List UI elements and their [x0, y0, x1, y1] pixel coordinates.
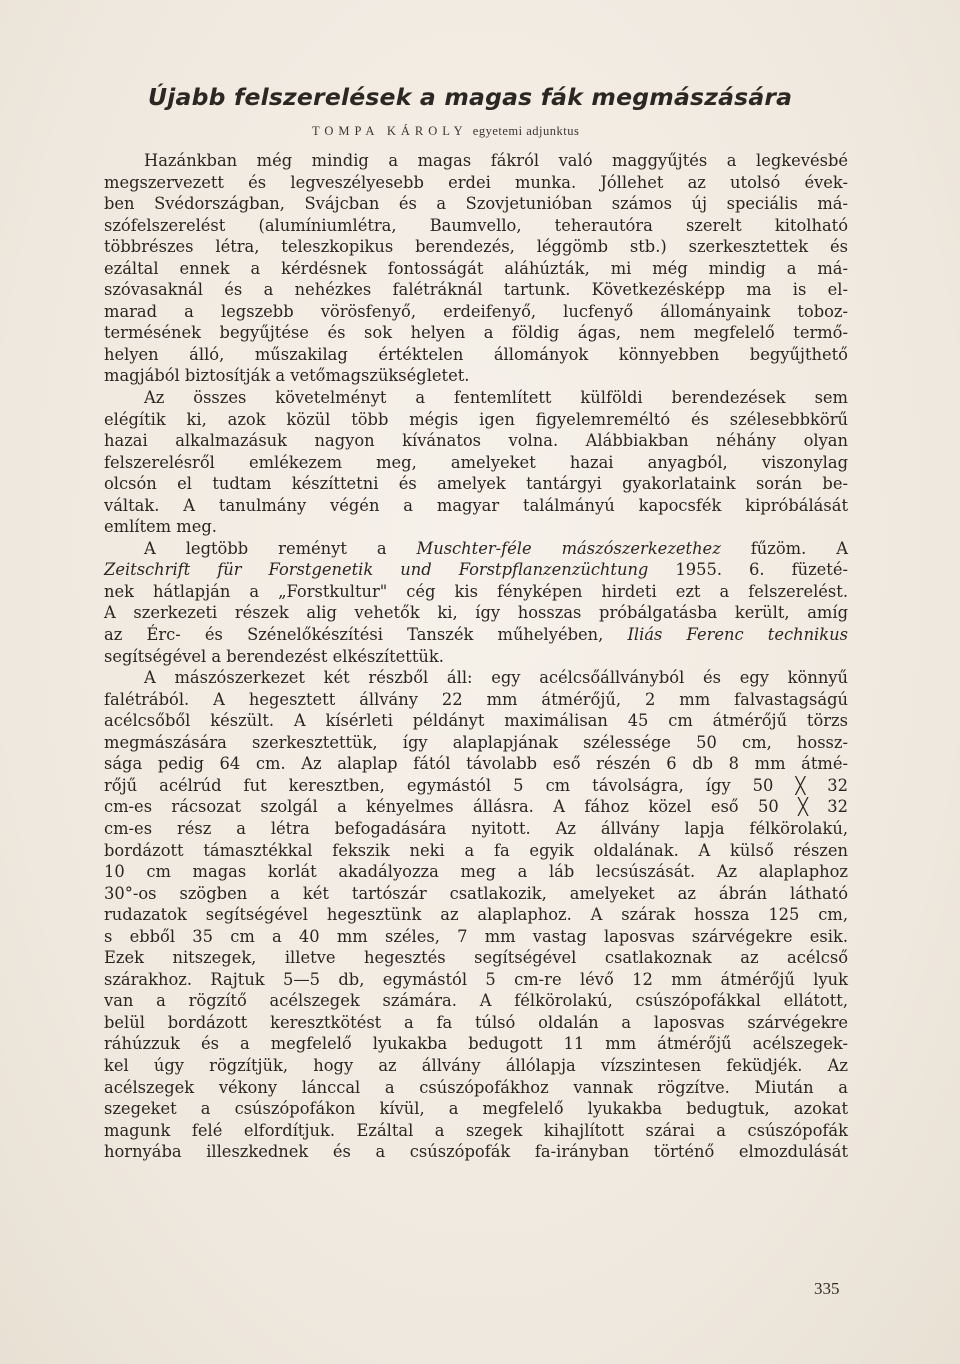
italic-text: Iliás Ferenc technikus [627, 625, 848, 645]
text-line: Hazánkban még mindig a magas fákról való maggyűjtés a legkevésbé [144, 151, 848, 170]
text-line: 30°-os szögben a két tartószár csatlakozik, amelyeket az ábrán látható [104, 883, 848, 903]
text-line: hornyába illeszkednek és a csúszópofák fa-irányban történő elmozdulását [104, 1142, 848, 1162]
text-line: váltak. A tanulmány végén a magyar találmányú kapocsfék kipróbálását [104, 495, 848, 515]
text-line: Az összes követelményt a fentemlített külföldi berendezések sem [144, 388, 848, 408]
text-line: többrészes létra, teleszkopikus berendezés, léggömb stb.) szerkesztettek és [104, 237, 848, 257]
text-line: A legtöbb reményt a Muschter-féle mászószerkezethez fűzöm. A [144, 538, 848, 558]
text-line: cm-es rácsozat szolgál a kényelmes állásra. A fához közel eső 50 ╳ 32 [104, 797, 848, 817]
text-line: acélszegek vékony lánccal a csúszópofákhoz vannak rögzítve. Miután a [104, 1077, 848, 1097]
text-line: rőjű acélrúd fut keresztben, egymástól 5 cm távolságra, így 50 ╳ 32 [104, 775, 848, 795]
text-line: termésének begyűjtése és sok helyen a földig ágas, nem megfelelő termő- [104, 323, 848, 343]
text-line: cm-es rész a létra befogadására nyitott. Az állvány lapja félkörolakú, [104, 818, 848, 838]
text-line: ben Svédországban, Svájcban és a Szovjetunióban számos új speciális má- [104, 194, 848, 214]
text-line: megmászására szerkesztettük, így alaplapjának szélessége 50 cm, hossz- [104, 732, 848, 752]
text-line: A szerkezeti részek alig vehetők ki, így hosszas próbálgatásba került, amíg [104, 603, 848, 623]
text-line: szárakhoz. Rajtuk 5—5 db, egymástól 5 cm-re lévő 12 mm átmérőjű lyuk [104, 969, 848, 989]
text-line: belül bordázott keresztkötést a fa túlsó oldalán a laposvas szárvégekre [104, 1012, 848, 1032]
text-line: acélcsőből készült. A kísérleti példányt maximálisan 45 cm átmérőjű törzs [104, 711, 848, 731]
author-line [312, 124, 579, 139]
text-line: az Érc- és Szénelőkészítési Tanszék műhelyében, Iliás Ferenc technikus [104, 625, 848, 645]
text-line: marad a legszebb vörösfenyő, erdeifenyő, lucfenyő állományaink toboz- [104, 301, 848, 321]
text-line: Ezek nitszegek, illetve hegesztés segítségével csatlakoznak az acélcső [104, 948, 848, 968]
text-line: szófelszerelést (alumíniumlétra, Baumvello, teherautóra szerelt kitolható [104, 215, 848, 235]
text-line: hazai alkalmazásuk nagyon kívánatos volna. Alábbiakban néhány olyan [104, 431, 848, 451]
article-title: Újabb felszerelések a magas fák megmászására [148, 83, 793, 111]
text-line: szegeket a csúszópofákon kívül, a megfelelő lyukakba bedugtuk, azokat [104, 1099, 848, 1119]
text-line: említem meg. [104, 517, 217, 537]
italic-text: Zeitschrift für Forstgenetik und Forstpflanzenzüchtung [104, 560, 649, 580]
author-role: egyetemi adjunktus [472, 124, 580, 138]
text-line: ezáltal ennek a kérdésnek fontosságát aláhúzták, mi még mindig a má- [104, 258, 848, 278]
text-line: ráhúzzuk és a megfelelő lyukakba bedugott 11 mm átmérőjű acélszegek- [104, 1034, 848, 1054]
text-line: rudazatok segítségével hegesztünk az alaplaphoz. A szárak hossza 125 cm, [104, 905, 848, 925]
article-body [104, 150, 848, 1163]
text-line: van a rögzítő acélszegek számára. A félkörolakú, csúszópofákkal ellátott, [104, 991, 848, 1011]
text-line: olcsón el tudtam készíttetni és amelyek tantárgyi gyakorlataink során be- [104, 474, 848, 494]
text-line: Zeitschrift für Forstgenetik und Forstpflanzenzüchtung 1955. 6. füzeté- [104, 560, 848, 580]
text-line: magunk felé elfordítjuk. Ezáltal a szegek kihajlított szárai a csúszópofák [104, 1120, 848, 1140]
text-line: bordázott támasztékkal fekszik neki a fa egyik oldalának. A külső részen [104, 840, 848, 860]
text-line: A mászószerkezet két részből áll: egy acélcsőállványból és egy könnyű [144, 668, 848, 688]
text-line: s ebből 35 cm a 40 mm széles, 7 mm vastag laposvas szárvégekre esik. [104, 926, 848, 946]
text-line: sága pedig 64 cm. Az alaplap fától távolabb eső részén 6 db 8 mm átmé- [104, 754, 848, 774]
text-line: elégítik ki, azok közül több mégis igen figyelemreméltó és szélesebbkörű [104, 409, 848, 429]
text-line: felszerelésről emlékezem meg, amelyeket hazai anyagból, viszonylag [104, 452, 848, 472]
text-line: magjából biztosítják a vetőmagszükségletet. [104, 366, 470, 386]
text-line: megszervezett és legveszélyesebb erdei munka. Jóllehet az utolsó évek- [104, 172, 848, 192]
italic-text: Muschter-féle mászószerkezethez [416, 538, 721, 558]
text-line: segítségével a berendezést elkészítettük. [104, 646, 444, 666]
page-number: 335 [814, 1279, 840, 1298]
text-line: kel úgy rögzítjük, hogy az állvány állólapja vízszintesen feküdjék. Az [104, 1055, 848, 1075]
text-line: helyen álló, műszakilag értéktelen állományok könnyebben begyűjthető [104, 344, 848, 364]
text-line: 10 cm magas korlát akadályozza meg a láb lecsúszását. Az alaplaphoz [104, 862, 848, 882]
text-line: falétrából. A hegesztett állvány 22 mm átmérőjű, 2 mm falvastagságú [104, 689, 848, 709]
author-name: TOMPA KÁROLY [312, 124, 468, 138]
text-line: nek hátlapján a „Forstkultur" cég kis fényképen hirdeti ezt a felszerelést. [104, 581, 848, 601]
text-line: szóvasaknál és a nehézkes falétráknál tartunk. Következésképp ma is el- [104, 280, 848, 300]
